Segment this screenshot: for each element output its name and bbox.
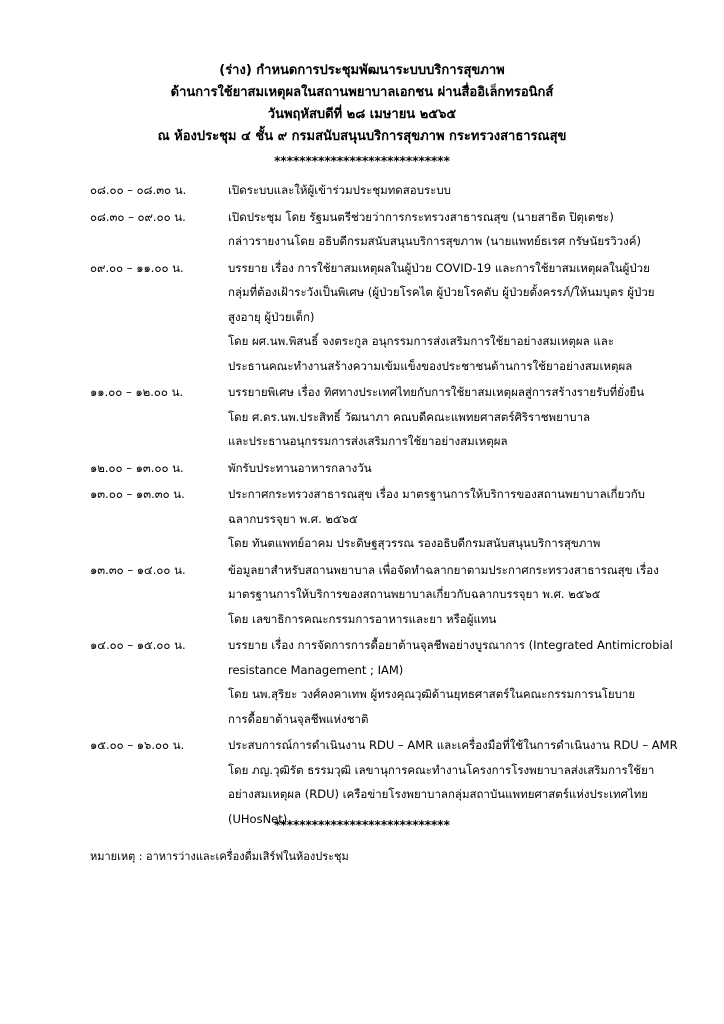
schedule-content: [228, 633, 700, 731]
schedule-time: ๑๔.๐๐ – ๑๕.๐๐ น.: [90, 638, 186, 652]
schedule-text-line: และประธานอนุกรรมการส่งเสริมการใช้ยาอย่างสมเหตุผล: [228, 434, 508, 448]
schedule-row: [90, 205, 700, 254]
schedule-content: [228, 205, 700, 254]
schedule-text-line: ฉลากบรรจุยา พ.ศ. ๒๕๖๕: [228, 511, 358, 526]
schedule-time: ๑๑.๐๐ – ๑๒.๐๐ น.: [90, 385, 184, 399]
schedule-text-line: กล่าวรายงานโดย อธิบดีกรมสนับสนุนบริการสุขภาพ (นายแพทย์ธเรศ กรัษนัยรวิวงค์): [228, 234, 641, 248]
schedule-text-line: โดย ศ.ดร.นพ.ประสิทธิ์ วัฒนาภา คณบดีคณะแพทยศาสตร์ศิริราชพยาบาล: [228, 409, 591, 424]
schedule-row: [90, 558, 700, 632]
schedule-content: [228, 256, 700, 379]
schedule-content: [228, 380, 700, 454]
schedule-text-line: อย่างสมเหตุผล (RDU) เครือข่ายโรงพยาบาลกลุ่มสถาบันแพทยศาสตร์แห่งประเทศไทย: [228, 787, 649, 801]
schedule-row: [90, 482, 700, 556]
footnote: หมายเหตุ : อาหารว่างและเครื่องดื่มเสิร์ฟในห้องประชุม: [90, 850, 349, 863]
schedule-text-line: ประกาศกระทรวงสาธารณสุข เรื่อง มาตรฐานการให้บริการของสถานพยาบาลเกี่ยวกับ: [228, 487, 645, 501]
header-date: วันพฤหัสบดีที่ ๒๘ เมษายน ๒๕๖๕: [267, 107, 457, 122]
schedule-content: [228, 558, 700, 632]
schedule-text-line: (UHosNet): [228, 811, 288, 826]
header-title: (ร่าง) กำหนดการประชุมพัฒนาระบบบริการสุขภาพ: [219, 63, 505, 78]
schedule-row: [90, 456, 700, 481]
schedule-time: ๑๒.๐๐ – ๑๓.๐๐ น.: [90, 460, 184, 475]
schedule-content: [228, 178, 700, 203]
schedule-text-line: บรรยาย เรื่อง การใช้ยาสมเหตุผลในผู้ป่วย COVID-19 และการใช้ยาสมเหตุผลในผู้ป่วย: [228, 260, 650, 275]
divider-bottom: ****************************: [274, 818, 450, 832]
schedule-content: [228, 456, 700, 481]
schedule-text-line: ข้อมูลยาสำหรับสถานพยาบาล เพื่อจัดทำฉลากยาตามประกาศกระทรวงสาธารณสุข เรื่อง: [228, 562, 659, 577]
schedule-list: [90, 178, 700, 833]
schedule-text-line: resistance Management ; IAM): [228, 662, 404, 677]
schedule-row: [90, 633, 700, 731]
schedule-row: [90, 178, 700, 203]
schedule-content: [228, 482, 700, 556]
schedule-text-line: โดย ทันตแพทย์อาคม ประดิษฐสุวรรณ รองอธิบดีกรมสนับสนุนบริการสุขภาพ: [228, 536, 601, 550]
schedule-text-line: เปิดระบบและให้ผู้เข้าร่วมประชุมทดสอบระบบ: [228, 183, 451, 197]
schedule-text-line: โดย เลขาธิการคณะกรรมการอาหารและยา หรือผู้แทน: [228, 611, 497, 626]
schedule-text-line: บรรยายพิเศษ เรื่อง ทิศทางประเทศไทยกับการใช้ยาสมเหตุผลสู่การสร้างรายรับที่ยั่งยืน: [228, 385, 645, 399]
schedule-time: ๑๓.๐๐ – ๑๓.๓๐ น.: [90, 487, 185, 501]
schedule-time: ๑๕.๐๐ – ๑๖.๐๐ น.: [90, 738, 185, 752]
schedule-text-line: สูงอายุ ผู้ป่วยเด็ก): [228, 309, 315, 324]
schedule-time: ๑๓.๓๐ – ๑๔.๐๐ น.: [90, 562, 186, 577]
schedule-text-line: พักรับประทานอาหารกลางวัน: [228, 460, 372, 475]
schedule-text-line: การดื้อยาต้านจุลชีพแห่งชาติ: [228, 711, 369, 726]
schedule-text-line: ประธานคณะทำงานสร้างความเข้มแข็งของประชาชนด้านการใช้ยาอย่างสมเหตุผล: [228, 358, 633, 373]
schedule-content: [228, 733, 700, 831]
schedule-text-line: โดย ผศ.นพ.พิสนธิ์ จงตระกูล อนุกรรมการส่งเสริมการใช้ยาอย่างสมเหตุผล และ: [228, 334, 614, 348]
divider-top: ****************************: [274, 154, 450, 168]
schedule-text-line: กลุ่มที่ต้องเฝ้าระวังเป็นพิเศษ (ผู้ป่วยโรคไต ผู้ป่วยโรคตับ ผู้ป่วยตั้งครรภ์/ให้นมบุตร ผู้ป่วย: [228, 285, 655, 299]
schedule-text-line: บรรยาย เรื่อง การจัดการการดื้อยาต้านจุลชีพอย่างบูรณาการ (Integrated Antimicrobial: [228, 638, 673, 652]
document-header: [0, 60, 724, 148]
schedule-text-line: มาตรฐานการให้บริการของสถานพยาบาลเกี่ยวกับฉลากบรรจุยา พ.ศ. ๒๕๖๕: [228, 587, 601, 601]
schedule-row: [90, 380, 700, 454]
schedule-text-line: โดย ภญ.วุฒิรัต ธรรมวุฒิ เลขานุการคณะทำงานโครงการโรงพยาบาลส่งเสริมการใช้ยา: [228, 762, 655, 777]
schedule-text-line: ประสบการณ์การดำเนินงาน RDU – AMR และเครื่องมือที่ใช้ในการดำเนินงาน RDU – AMR: [228, 738, 678, 752]
schedule-time: ๐๙.๐๐ – ๑๑.๐๐ น.: [90, 260, 184, 275]
schedule-row: [90, 256, 700, 379]
header-subtitle: ด้านการใช้ยาสมเหตุผลในสถานพยาบาลเอกชน ผ่านสื่ออิเล็กทรอนิกส์: [170, 85, 554, 100]
schedule-text-line: เปิดประชุม โดย รัฐมนตรีช่วยว่าการกระทรวงสาธารณสุข (นายสาธิต ปิตุเตชะ): [228, 209, 614, 224]
schedule-time: ๐๘.๐๐ – ๐๘.๓๐ น.: [90, 183, 187, 197]
schedule-row: [90, 733, 700, 831]
header-venue: ณ ห้องประชุม ๔ ชั้น ๙ กรมสนับสนุนบริการสุขภาพ กระทรวงสาธารณสุข: [157, 129, 567, 144]
schedule-text-line: โดย นพ.สุริยะ วงศ์คงคาเทพ ผู้ทรงคุณวุฒิด้านยุทธศาสตร์ในคณะกรรมการนโยบาย: [228, 687, 636, 701]
schedule-time: ๐๘.๓๐ – ๐๙.๐๐ น.: [90, 209, 186, 224]
